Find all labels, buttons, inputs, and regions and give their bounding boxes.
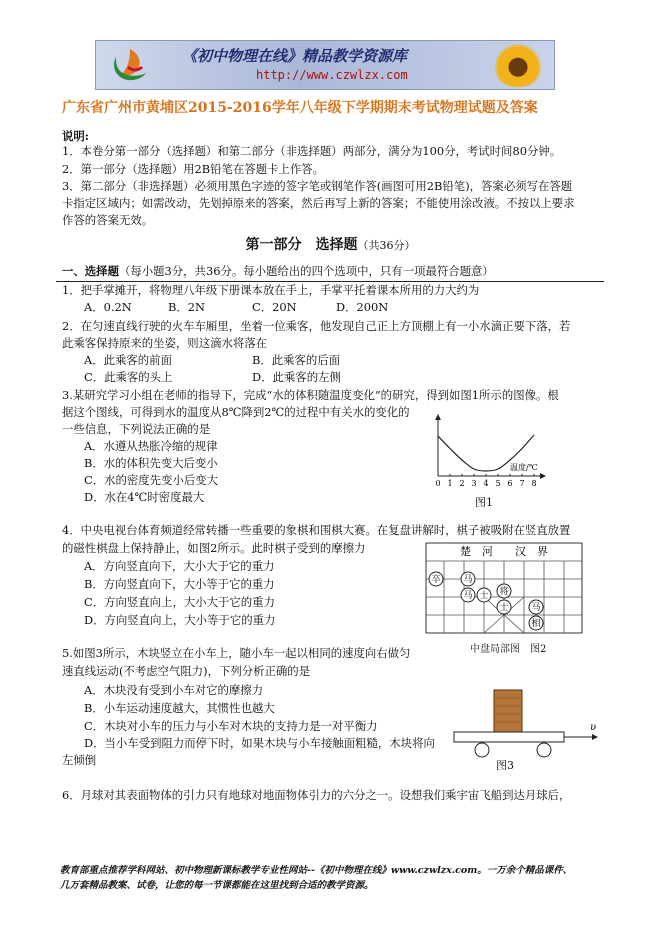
x-tick-label: 0	[435, 479, 441, 488]
section-title: 第一部分 选择题	[245, 237, 358, 253]
instruction-line: 3．第二部分（非选择题）必须用黑色字迹的签字笔或钢笔作答(画图可用2B铅笔)，答案必须写在答题	[62, 179, 573, 193]
x-tick-label: 4	[483, 479, 489, 488]
question-6-stem: 6．月球对其表面物体的引力只有地球对地面物体引力的六分之一。设想我们乘宇宙飞船到达月球后，	[62, 788, 571, 802]
footer-line: 教育部重点推荐学科网站、初中物理新课标教学专业性网站--《初中物理在线》www.czwlzx.com。一万余个精品课件、	[60, 865, 573, 876]
q3-option-b: B．水的体积先变大后变小	[84, 456, 218, 470]
q2-option-c: C．此乘客的头上	[84, 370, 173, 384]
part-description: （每小题3分，共36分。每小题给出的四个选项中，只有一项最符合题意）	[118, 264, 494, 278]
q1-option-d: D．200N	[336, 300, 389, 314]
question-1-stem: 1．把手掌摊开，将物理八年级下册课本放在手上，手掌平托着课本所用的力大约为	[62, 283, 480, 297]
figure-3-cart	[452, 686, 602, 766]
q1-option-a: A．0.2N	[84, 300, 132, 314]
svg-text:士: 士	[479, 591, 489, 601]
q4-option-b: B．方向竖直向下，大小等于它的重力	[84, 577, 275, 591]
q2-option-b: B．此乘客的后面	[252, 353, 341, 367]
figure-2-sublabel: 中盘局部图	[470, 644, 520, 655]
question-5-stem: 5.如图3所示，木块竖立在小车上，随小车一起以相同的速度向右做匀	[62, 646, 411, 660]
question-5-stem-cont: 速直线运动(不考虑空气阻力)，下列分析正确的是	[62, 664, 311, 678]
x-axis-label: 温度/℃	[510, 463, 538, 472]
q2-option-d: D．此乘客的左侧	[252, 370, 341, 384]
q4-option-c: C．方向竖直向上，大小大于它的重力	[84, 595, 275, 609]
q2-option-a: A．此乘客的前面	[84, 353, 172, 367]
figure-1-caption: 图1	[475, 496, 493, 509]
banner-title: 《初中物理在线》精品教学资源库	[182, 47, 408, 65]
q4-option-a: A．方向竖直向下，大小大于它的重力	[84, 559, 275, 573]
x-tick-label: 1	[447, 479, 453, 488]
q1-option-c: C．20N	[252, 300, 297, 314]
figure-2-chessboard	[424, 541, 584, 637]
figure-1-chart	[418, 412, 548, 492]
chess-piece	[477, 588, 491, 602]
wooden-block	[494, 690, 522, 732]
velocity-label: υ	[590, 722, 597, 733]
question-2-stem: 2．在匀速直线行驶的火车车厢里，坐着一位乘客，他发现自己正上方顶棚上有一小水滴正要下落，若	[62, 319, 571, 333]
x-tick-label: 8	[531, 479, 537, 488]
svg-text:马: 马	[463, 575, 473, 585]
question-3-stem-cont: 据这个图线，可得到水的温度从8℃降到2℃的过程中有关水的变化的	[62, 405, 410, 419]
question-3-stem: 3.某研究学习小组在老师的指导下，完成“水的体积随温度变化”的研究，得到如图1所示的图像。根	[62, 388, 559, 402]
chess-piece	[529, 600, 543, 614]
logo-icon	[108, 47, 152, 83]
q5-option-b: B．小车运动速度越大，其惯性也越大	[84, 701, 275, 715]
figure-2-label	[470, 640, 546, 655]
section-points: （共36分）	[357, 239, 416, 252]
question-4-stem: 4．中央电视台体育频道经常转播一些重要的象棋和围棋大赛。在复盘讲解时，棋子被吸附在竖直放置	[62, 523, 571, 537]
q4-option-d: D．方向竖直向上，大小等于它的重力	[84, 613, 276, 627]
river-text: 楚 河 汉 界	[460, 545, 548, 558]
part-label: 一、选择题	[62, 264, 119, 278]
chess-piece	[461, 572, 475, 586]
part-heading	[62, 262, 494, 280]
chess-piece	[497, 584, 511, 598]
svg-text:相: 相	[531, 619, 541, 629]
chess-piece	[429, 572, 443, 586]
x-tick-label: 3	[471, 479, 477, 488]
instruction-line: 1．本卷分第一部分（选择题）和第二部分（非选择题）两部分，满分为100分，考试时间80分钟。	[62, 144, 562, 158]
q3-option-d: D．水在4℃时密度最大	[84, 490, 205, 504]
question-2-stem-cont: 此乘客保持原来的坐姿，则这滴水将落在	[62, 336, 268, 350]
cart-wheel	[537, 743, 551, 757]
chess-piece	[497, 600, 511, 614]
instruction-line: 2．第一部分（选择题）用2B铅笔在答题卡上作答。	[62, 162, 325, 176]
x-tick-label: 7	[519, 479, 525, 488]
cart-body	[454, 732, 564, 742]
instructions-heading: 说明:	[62, 129, 89, 143]
x-tick-label: 5	[495, 479, 501, 488]
instruction-line: 作答的答案无效。	[62, 213, 154, 227]
question-4-stem-cont: 的磁性棋盘上保持静止，如图2所示。此时棋子受到的摩擦力	[62, 541, 366, 555]
sunflower-icon	[490, 43, 546, 87]
chess-piece	[461, 588, 475, 602]
x-tick-label: 6	[507, 479, 513, 488]
q5-option-a: A．木块没有受到小车对它的摩擦力	[84, 683, 264, 697]
figure-2-caption: 图2	[530, 644, 547, 655]
q5-option-d: D．当小车受到阻力而停下时，如果木块与小车接触面粗糙，木块将向	[84, 736, 435, 750]
x-axis-arrow	[540, 473, 546, 479]
svg-text:将: 将	[499, 587, 509, 597]
q3-option-a: A．水遵从热胀冷缩的规律	[84, 439, 218, 453]
chess-piece	[529, 616, 543, 630]
svg-text:马: 马	[531, 603, 541, 613]
svg-text:士: 士	[499, 603, 509, 613]
svg-text:卒: 卒	[431, 575, 441, 585]
question-3-stem-cont: 一些信息，下列说法正确的是	[62, 422, 211, 436]
q5-option-d-cont: 左倾倒	[62, 753, 97, 767]
section-heading	[0, 234, 661, 254]
svg-text:马: 马	[463, 591, 473, 601]
y-axis-arrow	[435, 414, 441, 420]
document-title: 广东省广州市黄埔区2015-2016学年八年级下学期期末考试物理试题及答案	[62, 100, 538, 116]
q1-option-b: B．2N	[168, 300, 205, 314]
footer-line: 几万套精品教案、试卷，让您的每一节课都能在这里找到合适的教学资源。	[60, 880, 374, 891]
figure-3-caption: 图3	[496, 759, 514, 772]
q3-option-c: C．水的密度先变小后变大	[84, 473, 219, 487]
q5-option-c: C．木块对小车的压力与小车对木块的支持力是一对平衡力	[84, 719, 378, 733]
banner-url: http://www.czwlzx.com	[256, 68, 408, 82]
cart-wheel	[475, 743, 489, 757]
x-tick-label: 2	[459, 479, 465, 488]
instruction-line: 卡指定区域内；如需改动，先划掉原来的答案，然后再写上新的答案；不能使用涂改液。不按以上要求	[62, 196, 575, 210]
header-banner	[95, 40, 555, 90]
